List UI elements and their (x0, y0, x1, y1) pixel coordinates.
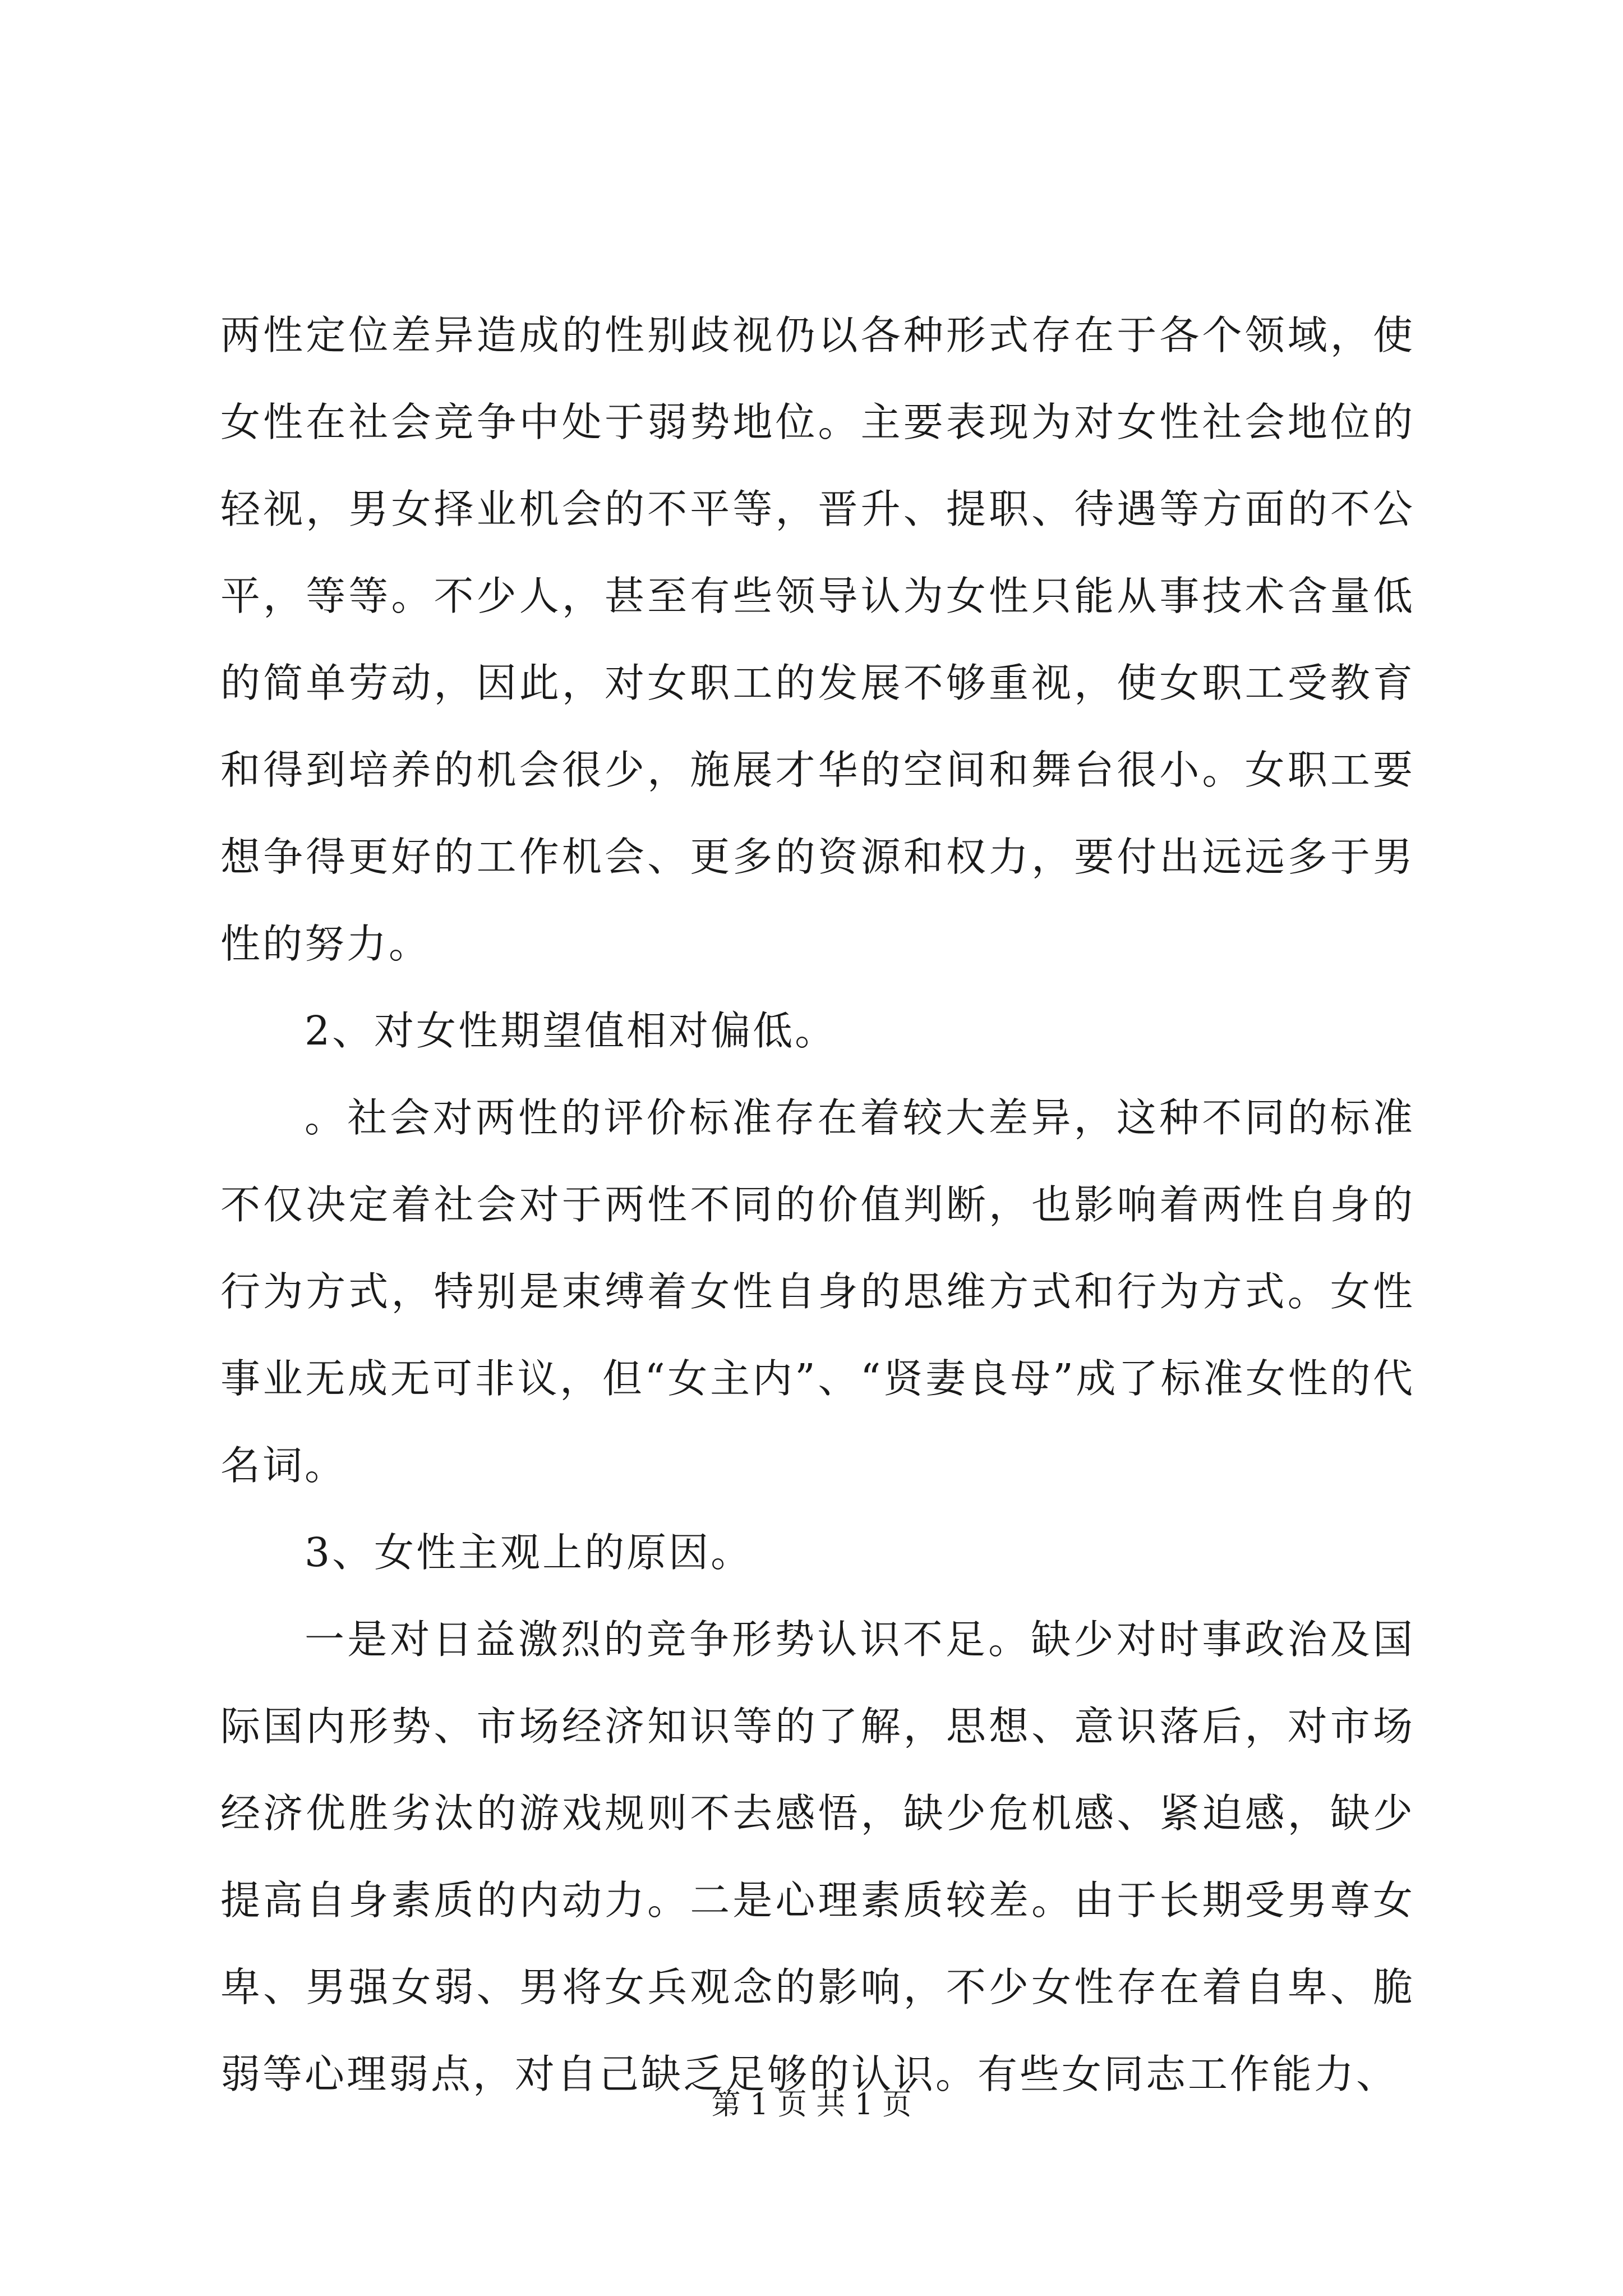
page-footer: 第 1 页 共 1 页 (711, 2088, 912, 2122)
paragraph-2-heading: 2、对女性期望值相对偏低。 (305, 1007, 837, 1054)
paragraph-4-heading: 3、女性主观上的原因。 (305, 1529, 753, 1576)
document-body (220, 292, 1415, 2118)
paragraph-5: 一是对日益激烈的竞争形势认识不足。缺少对时事政治及国际国内形势、市场经济知识等的了解，思想、意识落后，对市场经济优胜劣汰的游戏规则不去感悟，缺少危机感、紧迫感，缺少提高自身素质的内动力。二是心理素质较差。由于长期受男尊女卑、男强女弱、男将女兵观念的影响，不少女性存在着自卑、脆弱等心理弱点，对自己缺乏足够的认识。有些女同志工作能力、 (220, 1616, 1415, 2097)
paragraph-1: 两性定位差异造成的性别歧视仍以各种形式存在于各个领域，使女性在社会竞争中处于弱势地位。主要表现为对女性社会地位的轻视，男女择业机会的不平等，晋升、提职、待遇等方面的不公平，等等。不少人，甚至有些领导认为女性只能从事技术含量低的简单劳动，因此，对女职工的发展不够重视，使女职工受教育和得到培养的机会很少，施展才华的空间和舞台很小。女职工要想争得更好的工作机会、更多的资源和权力，要付出远远多于男性的努力。 (220, 312, 1415, 967)
paragraph-3: 。社会对两性的评价标准存在着较大差异，这种不同的标准不仅决定着社会对于两性不同的价值判断，也影响着两性自身的行为方式，特别是束缚着女性自身的思维方式和行为方式。女性事业无成无可非议，但“女主内”、“贤妻良母”成了标准女性的代名词。 (220, 1094, 1415, 1489)
